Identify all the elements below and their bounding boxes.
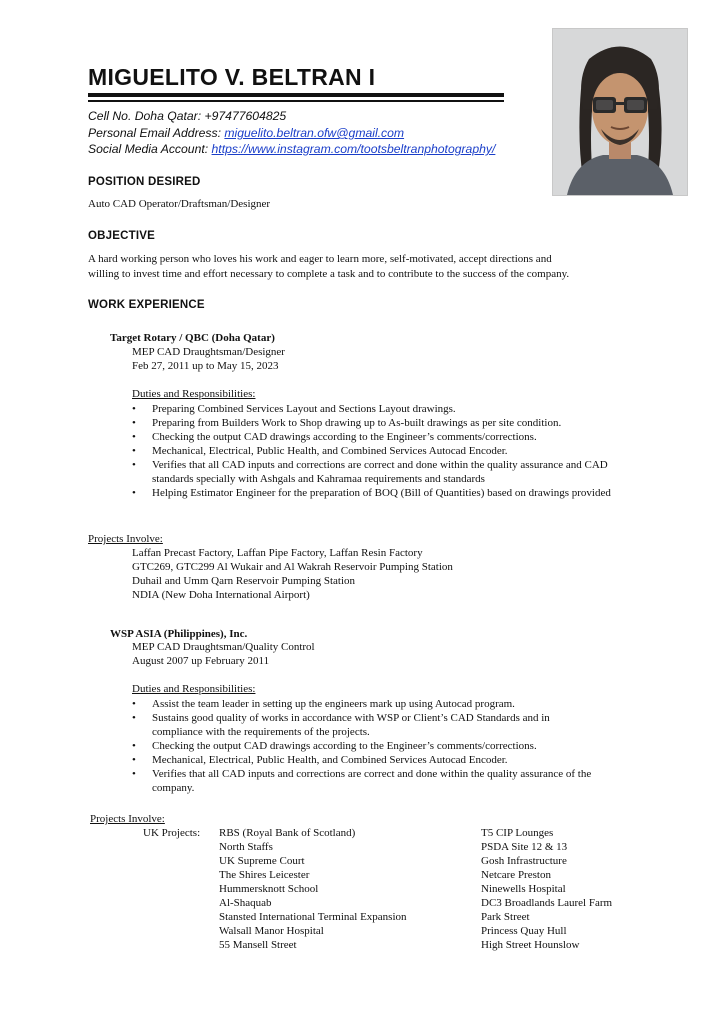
email-line [88, 126, 404, 140]
duty-item: • Helping Estimator Engineer for the preparation of BOQ (Bill of Quantities) based on drawings provided [132, 486, 642, 500]
project-item: T5 CIP Lounges [481, 827, 554, 839]
uk-projects-label: UK Projects: [143, 827, 201, 839]
email-link[interactable]: miguelito.beltran.ofw@gmail.com [224, 126, 405, 140]
project-item: GTC269, GTC299 Al Wukair and Al Wakrah Reservoir Pumping Station [132, 561, 453, 573]
project-item: PSDA Site 12 & 13 [481, 841, 568, 853]
duty-item: • Mechanical, Electrical, Public Health, and Combined Services Autocad Encoder. [132, 753, 627, 767]
uk-projects-column-2 [481, 826, 612, 952]
cell-number: Cell No. Doha Qatar: +97477604825 [88, 109, 287, 123]
duty-item: • Mechanical, Electrical, Public Health, and Combined Services Autocad Encoder. [132, 444, 642, 458]
job-2-duties-label: Duties and Responsibilities: [132, 683, 256, 695]
section-heading-position: POSITION DESIRED [88, 176, 201, 188]
project-item: Princess Quay Hull [481, 925, 567, 937]
project-item: 55 Mansell Street [219, 939, 297, 951]
job-1-dates: Feb 27, 2011 up to May 15, 2023 [132, 360, 279, 372]
social-line [88, 142, 495, 156]
project-item: Gosh Infrastructure [481, 855, 567, 867]
social-label: Social Media Account: [88, 142, 212, 156]
project-item: Park Street [481, 911, 530, 923]
job-1-projects-label: Projects Involve: [88, 533, 163, 545]
project-item: Netcare Preston [481, 869, 551, 881]
project-item: NDIA (New Doha International Airport) [132, 589, 310, 601]
social-link[interactable]: https://www.instagram.com/tootsbeltranphotography/ [211, 142, 496, 156]
job-2-dates: August 2007 up February 2011 [132, 655, 270, 667]
job-2-title: MEP CAD Draughtsman/Quality Control [132, 641, 315, 653]
name-underline-thin [88, 100, 504, 102]
portrait-illustration [553, 29, 687, 195]
objective-line-1: A hard working person who loves his work and eager to learn more, self-motivated, accept directions and [88, 253, 552, 265]
job-1-duties [132, 402, 642, 500]
project-item: Ninewells Hospital [481, 883, 566, 895]
position-text: Auto CAD Operator/Draftsman/Designer [88, 198, 271, 210]
project-item: North Staffs [219, 841, 273, 853]
name-underline-thick [88, 93, 504, 97]
uk-projects-column-1 [219, 826, 407, 952]
duty-item: • Checking the output CAD drawings according to the Engineer’s comments/corrections. [132, 739, 627, 753]
duty-item: • Preparing from Builders Work to Shop drawing up to As-built drawings as per site condition. [132, 416, 642, 430]
duty-item: • Preparing Combined Services Layout and Sections Layout drawings. [132, 402, 642, 416]
project-item: High Street Hounslow [481, 939, 580, 951]
section-heading-objective: OBJECTIVE [88, 230, 155, 242]
job-1-projects [132, 546, 453, 602]
project-item: Walsall Manor Hospital [219, 925, 324, 937]
job-2-company: WSP ASIA (Philippines), Inc. [110, 628, 248, 640]
project-item: Duhail and Umm Qarn Reservoir Pumping Station [132, 575, 356, 587]
job-1-company: Target Rotary / QBC (Doha Qatar) [110, 332, 275, 344]
project-item: Al-Shaquab [219, 897, 272, 909]
project-item: Stansted International Terminal Expansion [219, 911, 407, 923]
section-heading-work: WORK EXPERIENCE [88, 299, 205, 311]
job-1-title: MEP CAD Draughtsman/Designer [132, 346, 285, 358]
job-1-duties-label: Duties and Responsibilities: [132, 388, 256, 400]
duty-item: • Sustains good quality of works in accordance with WSP or Client’s CAD Standards and in compliance with the requirements of the projects. [132, 711, 627, 739]
duty-item: • Verifies that all CAD inputs and corrections are correct and done within the quality assurance and CAD standards specially with Ashgals and Kahramaa requirements and standards [132, 458, 642, 486]
project-item: Hummersknott School [219, 883, 319, 895]
project-item: Laffan Precast Factory, Laffan Pipe Factory, Laffan Resin Factory [132, 547, 423, 559]
duty-item: • Checking the output CAD drawings according to the Engineer’s comments/corrections. [132, 430, 642, 444]
objective-line-2: willing to invest time and effort necessary to complete a task and to contribute to the success of the company. [88, 268, 570, 280]
job-2-duties [132, 697, 627, 795]
duty-item: • Verifies that all CAD inputs and corrections are correct and done within the quality assurance of the company. [132, 767, 627, 795]
project-item: RBS (Royal Bank of Scotland) [219, 827, 356, 839]
applicant-name: MIGUELITO V. BELTRAN I [88, 64, 376, 90]
project-item: DC3 Broadlands Laurel Farm [481, 897, 613, 909]
project-item: The Shires Leicester [219, 869, 310, 881]
duty-item: • Assist the team leader in setting up the engineers mark up using Autocad program. [132, 697, 627, 711]
project-item: UK Supreme Court [219, 855, 305, 867]
profile-photo [552, 28, 688, 196]
email-label: Personal Email Address: [88, 126, 225, 140]
job-2-projects-label: Projects Involve: [90, 813, 165, 825]
